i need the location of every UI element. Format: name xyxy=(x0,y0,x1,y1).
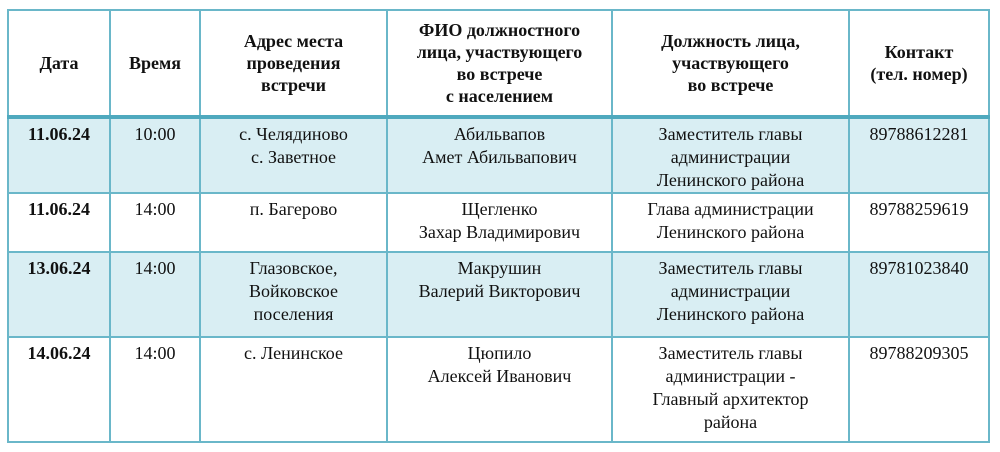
address-cell xyxy=(200,193,387,252)
name-line: Захар Владимирович xyxy=(418,222,581,242)
official-name-cell xyxy=(387,117,612,193)
address-cell xyxy=(200,117,387,193)
address-line: п. Багерово xyxy=(249,199,338,219)
phone-cell xyxy=(849,337,989,442)
name-line: Амет Абильвапович xyxy=(422,147,577,167)
date-cell xyxy=(8,193,110,252)
position-line: администрации xyxy=(670,281,791,301)
header-line: встречи xyxy=(260,75,327,95)
header-line: участвующего xyxy=(672,53,789,73)
date-text: 13.06.24 xyxy=(27,258,91,278)
position-line: Заместитель главы xyxy=(658,343,803,363)
table-row xyxy=(8,193,989,252)
phone-cell xyxy=(849,252,989,337)
time-text: 10:00 xyxy=(134,124,176,144)
official-name-cell xyxy=(387,337,612,442)
position-line: администрации - xyxy=(665,366,796,386)
address-line: Глазовское, xyxy=(249,258,338,278)
header-line: Контакт xyxy=(884,42,954,62)
position-cell xyxy=(612,117,849,193)
name-line: Цюпило xyxy=(467,343,532,363)
position-cell xyxy=(612,252,849,337)
address-line: поселения xyxy=(253,304,334,324)
position-line: Ленинского района xyxy=(656,304,805,324)
date-cell xyxy=(8,337,110,442)
header-date xyxy=(8,10,110,117)
position-line: администрации xyxy=(670,147,791,167)
header-line: Дата xyxy=(39,53,79,73)
address-cell xyxy=(200,337,387,442)
official-name-cell xyxy=(387,252,612,337)
address-line: с. Заветное xyxy=(250,147,337,167)
phone-cell xyxy=(849,193,989,252)
table-header-row xyxy=(8,10,989,117)
name-line: Абильвапов xyxy=(453,124,546,144)
position-line: района xyxy=(703,412,758,432)
header-position xyxy=(612,10,849,117)
date-text: 11.06.24 xyxy=(27,199,90,219)
position-cell xyxy=(612,337,849,442)
table-row xyxy=(8,252,989,337)
date-cell xyxy=(8,117,110,193)
header-line: во встрече xyxy=(687,75,774,95)
header-line: Должность лица, xyxy=(661,31,800,51)
address-line: с. Челядиново xyxy=(239,124,348,144)
position-line: Глава администрации xyxy=(647,199,814,219)
time-text: 14:00 xyxy=(134,258,176,278)
header-line: ФИО должностного xyxy=(418,20,581,40)
position-line: Ленинского района xyxy=(656,170,805,190)
time-cell xyxy=(110,193,200,252)
header-line: Адрес места xyxy=(243,31,344,51)
official-name-cell xyxy=(387,193,612,252)
position-line: Ленинского района xyxy=(656,222,805,242)
table-row xyxy=(8,117,989,193)
position-cell xyxy=(612,193,849,252)
name-line: Щегленко xyxy=(461,199,538,219)
phone-text: 89788612281 xyxy=(869,124,969,144)
header-contact xyxy=(849,10,989,117)
header-line: во встрече xyxy=(456,64,543,84)
header-line: Время xyxy=(128,53,181,73)
phone-text: 89788209305 xyxy=(869,343,969,363)
time-cell xyxy=(110,252,200,337)
header-address xyxy=(200,10,387,117)
header-time xyxy=(110,10,200,117)
name-line: Алексей Иванович xyxy=(427,366,572,386)
header-line: проведения xyxy=(246,53,341,73)
time-text: 14:00 xyxy=(134,343,176,363)
address-line: с. Ленинское xyxy=(244,343,343,363)
name-line: Макрушин xyxy=(457,258,542,278)
header-official-name xyxy=(387,10,612,117)
time-cell xyxy=(110,337,200,442)
name-line: Валерий Викторович xyxy=(418,281,581,301)
table-row xyxy=(8,337,989,442)
date-text: 14.06.24 xyxy=(27,343,91,363)
date-text: 11.06.24 xyxy=(27,124,90,144)
position-line: Заместитель главы xyxy=(658,124,803,144)
header-line: лица, участвующего xyxy=(416,42,583,62)
date-cell xyxy=(8,252,110,337)
meetings-table xyxy=(7,9,990,443)
meetings-table-wrapper xyxy=(7,9,990,443)
phone-cell xyxy=(849,117,989,193)
address-line: Войковское xyxy=(249,281,338,301)
address-cell xyxy=(200,252,387,337)
position-line: Заместитель главы xyxy=(658,258,803,278)
time-text: 14:00 xyxy=(134,199,176,219)
time-cell xyxy=(110,117,200,193)
header-line: с населением xyxy=(445,86,554,106)
position-line: Главный архитектор xyxy=(652,389,809,409)
header-line: (тел. номер) xyxy=(870,64,968,84)
phone-text: 89781023840 xyxy=(869,258,969,278)
phone-text: 89788259619 xyxy=(869,199,969,219)
